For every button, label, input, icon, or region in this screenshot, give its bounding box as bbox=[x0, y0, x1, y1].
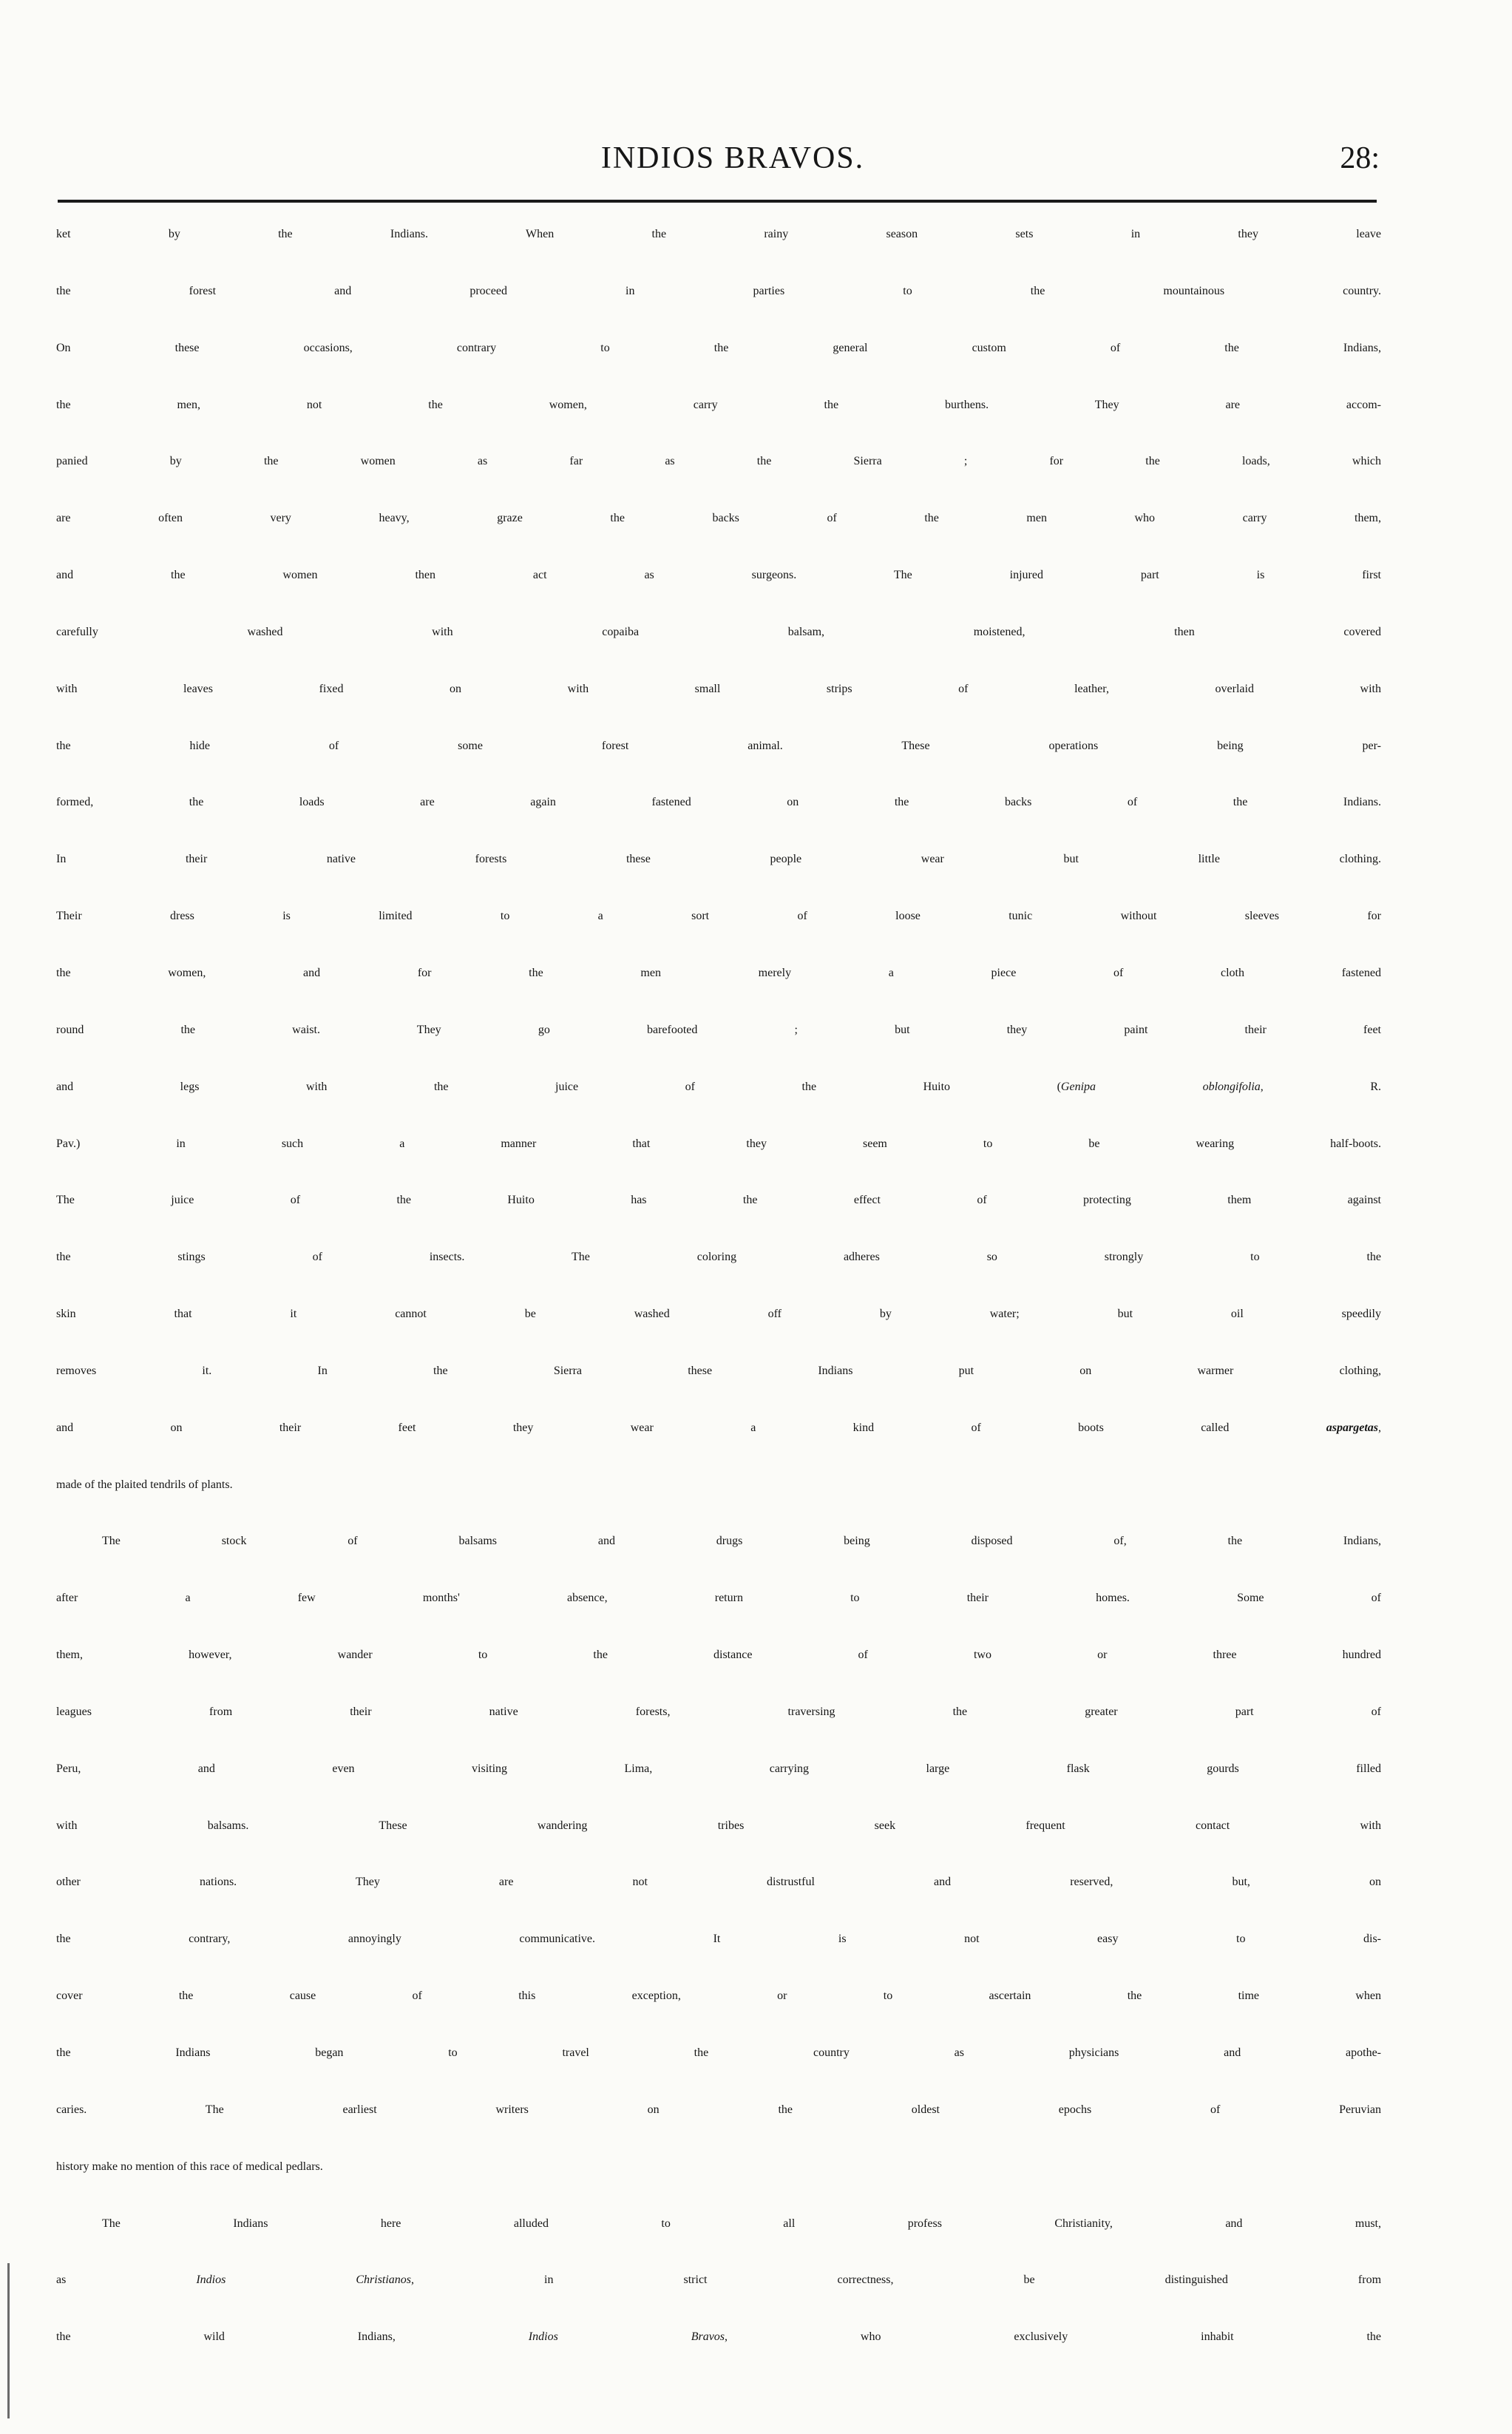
body-text bbox=[56, 228, 1381, 2387]
text-line: them, however, wander to the distance of two or three hundred bbox=[56, 1649, 1381, 1662]
text-line: panied by the women as far as the Sierra ; for the loads, which bbox=[56, 455, 1381, 468]
text-line: Peru, and even visiting Lima, carrying large flask gourds filled bbox=[56, 1762, 1381, 1775]
running-title: INDIOS BRAVOS. bbox=[600, 141, 865, 175]
text-line: and legs with the juice of the Huito (Genipa oblongifolia, R. bbox=[56, 1080, 1381, 1093]
text-line: the wild Indians, Indios Bravos, who exclusively inhabit the bbox=[56, 2330, 1381, 2344]
text-line: The stock of balsams and drugs being disposed of, the Indians, bbox=[102, 1535, 1381, 1548]
text-line: The Indians here alluded to all profess Christianity, and must, bbox=[102, 2217, 1381, 2230]
text-line: The juice of the Huito has the effect of protecting them against bbox=[56, 1194, 1381, 1207]
text-line: the men, not the women, carry the burthens. They are accom- bbox=[56, 398, 1381, 411]
paragraph-3 bbox=[56, 2217, 1381, 2388]
text-line: In their native forests these people wear but little clothing. bbox=[56, 853, 1381, 866]
text-line: caries. The earliest writers on the oldest epochs of Peruvian bbox=[56, 2103, 1381, 2116]
header-rule bbox=[58, 200, 1377, 203]
text-line: formed, the loads are again fastened on the backs of the Indians. bbox=[56, 796, 1381, 809]
text-line: and on their feet they wear a kind of boots called aspargetas, bbox=[56, 1421, 1381, 1434]
text-line: are often very heavy, graze the backs of the men who carry them, bbox=[56, 512, 1381, 525]
paragraph-1 bbox=[56, 228, 1381, 1535]
emphasis-text: Genipa oblongifolia bbox=[1060, 1080, 1261, 1093]
text-line: the women, and for the men merely a piece of cloth fastened bbox=[56, 966, 1381, 979]
text-line: made of the plaited tendrils of plants. bbox=[56, 1478, 233, 1491]
paragraph-2 bbox=[56, 1535, 1381, 2217]
text-line: with balsams. These wandering tribes seek frequent contact with bbox=[56, 1819, 1381, 1832]
page-number: 28: bbox=[1340, 141, 1380, 175]
text-line: with leaves fixed on with small strips of leather, overlaid with bbox=[56, 682, 1381, 695]
text-line: Their dress is limited to a sort of loose tunic without sleeves for bbox=[56, 910, 1381, 923]
text-line: and the women then act as surgeons. The injured part is first bbox=[56, 569, 1381, 582]
binding-edge-mark bbox=[7, 2263, 10, 2418]
text-line: as Indios Christianos, in strict correctness, be distinguished from bbox=[56, 2274, 1381, 2287]
emphasis-text: Indios Christianos bbox=[196, 2274, 412, 2287]
text-line: removes it. In the Sierra these Indians put on warmer clothing, bbox=[56, 1364, 1381, 1377]
emphasis-text: aspargetas bbox=[1326, 1421, 1378, 1434]
running-header bbox=[56, 136, 1380, 180]
text-line: On these occasions, contrary to the general custom of the Indians, bbox=[56, 341, 1381, 354]
text-line: Pav.) in such a manner that they seem to be wearing half-boots. bbox=[56, 1137, 1381, 1150]
text-line: history make no mention of this race of medical pedlars. bbox=[56, 2160, 323, 2173]
text-line: after a few months' absence, return to their homes. Some of bbox=[56, 1592, 1381, 1605]
text-line: round the waist. They go barefooted ; but they paint their feet bbox=[56, 1023, 1381, 1036]
text-line: cover the cause of this exception, or to ascertain the time when bbox=[56, 1990, 1381, 2003]
text-line: the forest and proceed in parties to the mountainous country. bbox=[56, 284, 1381, 297]
text-line: the hide of some forest animal. These operations being per- bbox=[56, 739, 1381, 752]
text-line: leagues from their native forests, traversing the greater part of bbox=[56, 1705, 1381, 1718]
text-line: ket by the Indians. When the rainy season sets in they leave bbox=[56, 228, 1381, 240]
text-line: the Indians began to travel the country as physicians and apothe- bbox=[56, 2046, 1381, 2059]
text-line: carefully washed with copaiba balsam, moistened, then covered bbox=[56, 625, 1381, 638]
text-line: other nations. They are not distrustful and reserved, but, on bbox=[56, 1876, 1381, 1889]
text-line: the contrary, annoyingly communicative. It is not easy to dis- bbox=[56, 1933, 1381, 1946]
text-line: the stings of insects. The coloring adheres so strongly to the bbox=[56, 1251, 1381, 1264]
text-line: skin that it cannot be washed off by water; but oil speedily bbox=[56, 1308, 1381, 1321]
emphasis-text: Indios Bravos bbox=[528, 2330, 725, 2344]
